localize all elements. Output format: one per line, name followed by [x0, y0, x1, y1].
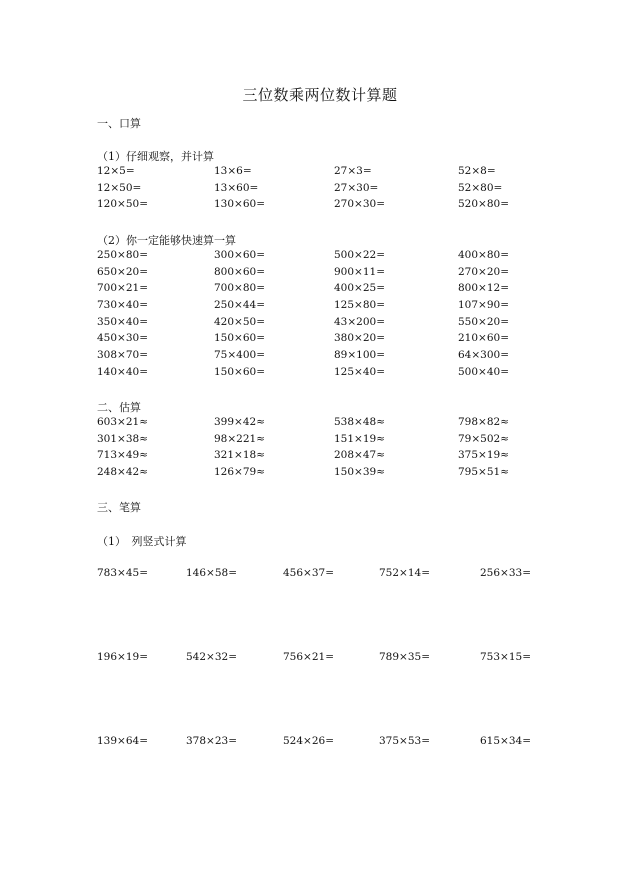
problem-item: 538×48≈ [334, 416, 385, 428]
section-heading-estimate: 二、估算 [97, 401, 141, 414]
problem-item: 75×400= [214, 349, 265, 362]
problem-row [97, 332, 537, 349]
problem-item: 151×19≈ [334, 432, 385, 445]
problem-row [97, 416, 537, 433]
problem-item: 196×19= [97, 651, 148, 663]
problem-item: 456×37= [283, 567, 334, 579]
problem-item: 43×200= [334, 315, 385, 328]
section-heading-written: 三、笔算 [97, 501, 141, 514]
problem-item: 270×30= [334, 198, 385, 211]
problem-item: 375×19≈ [458, 449, 509, 462]
problem-item: 900×11= [334, 265, 385, 278]
problem-item: 125×80= [334, 299, 385, 312]
problem-item: 500×22= [334, 249, 385, 261]
problem-item: 210×60= [458, 332, 509, 345]
problem-item: 350×40= [97, 315, 148, 328]
vertical-calc-row [97, 735, 547, 747]
problem-item: 250×44= [214, 299, 265, 312]
problem-row [97, 182, 537, 199]
problem-item: 603×21≈ [97, 416, 148, 428]
vertical-calc-row [97, 567, 547, 579]
problem-item: 150×39≈ [334, 466, 385, 479]
problem-item: 800×12= [458, 282, 509, 295]
problem-item: 500×40= [458, 365, 509, 378]
problem-item: 700×80= [214, 282, 265, 295]
page-title: 三位数乘两位数计算题 [242, 86, 398, 104]
problem-item: 250×80= [97, 249, 148, 261]
problem-item: 789×35= [379, 651, 430, 663]
problem-item: 730×40= [97, 299, 148, 312]
problem-item: 126×79≈ [214, 466, 265, 479]
problem-item: 256×33= [480, 567, 531, 579]
problem-item: 208×47≈ [334, 449, 385, 462]
problem-row [97, 316, 537, 333]
problem-row [97, 299, 537, 316]
section-heading-oral: 一、口算 [97, 117, 141, 130]
problem-item: 752×14= [379, 567, 430, 579]
problem-row [97, 349, 537, 366]
problem-row [97, 433, 537, 450]
problem-item: 12×50= [97, 181, 142, 194]
problem-item: 120×50= [97, 198, 148, 211]
problem-row [97, 466, 537, 483]
problem-item: 64×300= [458, 349, 509, 362]
problem-item: 798×82≈ [458, 416, 509, 428]
subsection-heading-observe: （1）仔细观察，并计算 [97, 150, 214, 163]
problem-item: 400×25= [334, 282, 385, 295]
problem-item: 150×60= [214, 365, 265, 378]
problem-item: 13×6= [214, 165, 252, 177]
problem-item: 378×23= [186, 735, 237, 747]
problem-item: 420×50= [214, 315, 265, 328]
problem-item: 270×20= [458, 265, 509, 278]
problem-item: 375×53= [379, 735, 430, 747]
oral-observe-grid [97, 165, 537, 215]
problem-item: 300×60= [214, 249, 265, 261]
problem-item: 301×38≈ [97, 432, 148, 445]
problem-item: 700×21= [97, 282, 148, 295]
problem-item: 450×30= [97, 332, 148, 345]
problem-item: 524×26= [283, 735, 334, 747]
problem-row [97, 282, 537, 299]
problem-item: 248×42≈ [97, 466, 148, 479]
problem-item: 125×40= [334, 365, 385, 378]
problem-item: 98×221≈ [214, 432, 265, 445]
problem-item: 713×49≈ [97, 449, 148, 462]
problem-item: 321×18≈ [214, 449, 265, 462]
problem-item: 542×32= [186, 651, 237, 663]
problem-item: 139×64= [97, 735, 148, 747]
problem-item: 89×100= [334, 349, 385, 362]
problem-item: 130×60= [214, 198, 265, 211]
problem-item: 615×34= [480, 735, 531, 747]
problem-row [97, 366, 537, 383]
problem-item: 400×80= [458, 249, 509, 261]
problem-item: 795×51≈ [458, 466, 509, 479]
problem-item: 783×45= [97, 567, 148, 579]
problem-item: 107×90= [458, 299, 509, 312]
problem-item: 756×21= [283, 651, 334, 663]
problem-item: 79×502≈ [458, 432, 509, 445]
problem-row [97, 165, 537, 182]
problem-item: 753×15= [480, 651, 531, 663]
problem-item: 27×3= [334, 165, 372, 177]
problem-item: 13×60= [214, 181, 259, 194]
problem-item: 308×70= [97, 349, 148, 362]
oral-quick-grid [97, 249, 537, 383]
problem-row [97, 198, 537, 215]
problem-item: 52×8= [458, 165, 496, 177]
problem-item: 800×60= [214, 265, 265, 278]
subsection-heading-quick: （2）你一定能够快速算一算 [97, 234, 236, 247]
problem-item: 550×20= [458, 315, 509, 328]
problem-item: 650×20= [97, 265, 148, 278]
subsection-heading-vertical: （1） 列竖式计算 [97, 535, 187, 548]
vertical-calc-row [97, 651, 547, 663]
problem-item: 399×42≈ [214, 416, 265, 428]
problem-item: 150×60= [214, 332, 265, 345]
problem-item: 146×58= [186, 567, 237, 579]
problem-item: 520×80= [458, 198, 509, 211]
estimate-grid [97, 416, 537, 483]
problem-row [97, 266, 537, 283]
problem-item: 27×30= [334, 181, 379, 194]
problem-item: 12×5= [97, 165, 135, 177]
problem-item: 52×80= [458, 181, 503, 194]
problem-row [97, 249, 537, 266]
problem-row [97, 449, 537, 466]
problem-item: 380×20= [334, 332, 385, 345]
problem-item: 140×40= [97, 365, 148, 378]
